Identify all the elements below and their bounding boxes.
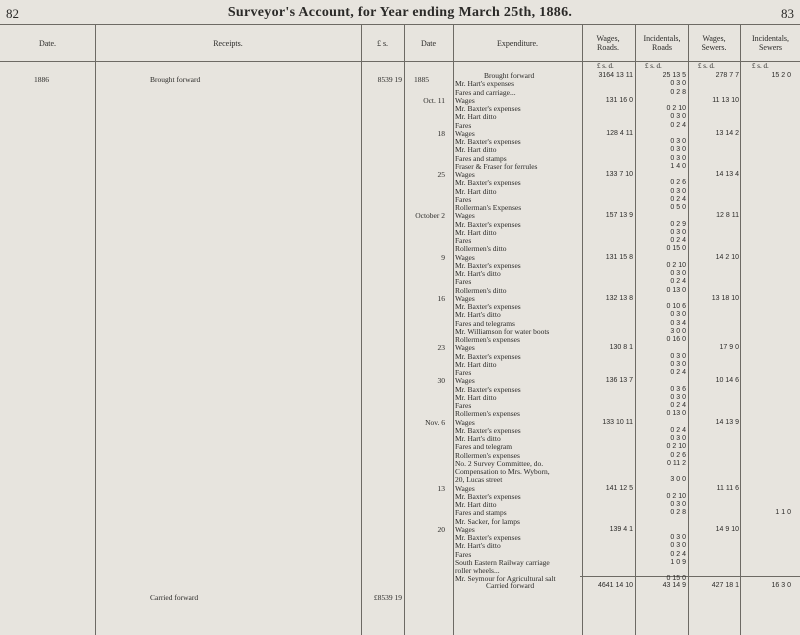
expenditure-description: Wages bbox=[455, 343, 475, 353]
wages-roads-value: 139 4 1 bbox=[609, 525, 633, 533]
incidentals-roads-value: 0 2 4 bbox=[670, 426, 686, 434]
page-number-left: 82 bbox=[6, 6, 19, 21]
wages-sewers-value: 11 11 6 bbox=[716, 484, 739, 492]
incidentals-roads-value: 3 0 0 bbox=[670, 327, 686, 335]
unit-label: £ s. d. bbox=[698, 62, 715, 70]
page-number-right: 83 bbox=[781, 6, 794, 21]
expenditure-description: Fares bbox=[455, 194, 472, 204]
expenditure-description: Mr. Baxter's expenses bbox=[455, 491, 521, 501]
col-header-wages-sewers: Wages, Sewers. bbox=[701, 34, 727, 52]
expenditure-description: Mr. Hart ditto bbox=[455, 392, 497, 402]
incidentals-roads-value: 0 2 10 bbox=[666, 261, 686, 269]
col-divider bbox=[582, 24, 583, 635]
expenditure-description: Mr. Hart ditto bbox=[455, 145, 497, 155]
wages-roads-value: 141 12 5 bbox=[605, 484, 633, 492]
expenditure-description: Brought forward bbox=[484, 71, 535, 80]
expenditure-description: Wages bbox=[455, 252, 475, 262]
col-divider bbox=[361, 24, 362, 635]
expenditure-description: Mr. Hart ditto bbox=[455, 227, 497, 237]
incidentals-roads-value: 0 3 4 bbox=[670, 319, 686, 327]
expenditure-description: Mr. Seymour for Agricultural salt bbox=[455, 574, 556, 584]
unit-label: £ s. d. bbox=[752, 62, 769, 70]
expenditure-description: Mr. Baxter's expenses bbox=[455, 219, 521, 229]
expenditure-description: Wages bbox=[455, 128, 475, 138]
expenditure-description: Fares bbox=[455, 401, 472, 410]
incidentals-roads-value: 0 15 0 bbox=[666, 575, 686, 583]
wages-roads-value: 133 7 10 bbox=[605, 171, 633, 178]
expenditure-description: Mr. Hart ditto bbox=[455, 186, 497, 196]
expenditure-description: Fares bbox=[455, 368, 472, 377]
incidentals-roads-value: 0 3 0 bbox=[670, 534, 686, 541]
receipt-year: 1886 bbox=[34, 75, 49, 84]
incidentals-roads-value: 0 2 9 bbox=[670, 220, 686, 228]
incidentals-roads-value: 0 11 2 bbox=[667, 459, 686, 467]
expenditure-description: Wages bbox=[455, 211, 475, 221]
receipt-brought-forward: Brought forward bbox=[150, 75, 201, 84]
col-header-wages-roads: Wages, Roads. bbox=[596, 34, 620, 52]
expenditure-description: Fraser & Fraser for ferrules bbox=[455, 161, 538, 171]
wages-roads-value: 157 13 9 bbox=[605, 212, 633, 220]
header-rule bbox=[0, 61, 800, 62]
expenditure-description: Rollermen's ditto bbox=[455, 285, 507, 295]
expenditure-description: Mr. Baxter's expenses bbox=[455, 302, 521, 311]
incidentals-roads-value: 0 2 10 bbox=[666, 492, 686, 500]
expenditure-description: Fares bbox=[455, 120, 472, 130]
receipt-carried-amount: £8539 19 bbox=[373, 593, 402, 602]
incidentals-roads-value: 0 2 6 bbox=[670, 179, 686, 187]
wages-roads-value: 131 16 0 bbox=[605, 96, 633, 104]
wages-sewers-value: 13 18 10 bbox=[711, 294, 739, 302]
expenditure-description: Rollermen's ditto bbox=[455, 244, 507, 254]
incidentals-roads-value: 0 2 8 bbox=[670, 509, 686, 517]
expenditure-description: Wages bbox=[455, 524, 475, 534]
expenditure-description: Wages bbox=[455, 417, 475, 427]
expenditure-description: Fares bbox=[455, 549, 472, 559]
expenditure-description: Wages bbox=[455, 293, 475, 303]
receipt-carried-forward: Carried forward bbox=[150, 593, 199, 602]
incidentals-roads-value: 0 3 0 bbox=[670, 228, 686, 236]
incidentals-roads-value: 0 2 4 bbox=[670, 195, 686, 203]
expenditure-description: Fares and stamps bbox=[455, 508, 507, 518]
col-header-date: Date. bbox=[38, 38, 57, 48]
wages-roads-value: 136 13 7 bbox=[605, 377, 633, 385]
expenditure-description: roller wheels... bbox=[455, 566, 500, 575]
expenditure-description: No. 2 Survey Committee, do. bbox=[455, 458, 544, 468]
expenditure-description: Mr. Baxter's expenses bbox=[455, 384, 521, 394]
incidentals-roads-value: 0 2 4 bbox=[670, 121, 686, 129]
expenditure-description: Fares and telegram bbox=[455, 442, 513, 452]
expenditure-description: Fares and carriage... bbox=[455, 87, 516, 97]
incidentals-sewers-value: 1 1 0 bbox=[775, 509, 791, 517]
wages-sewers-value: 14 9 10 bbox=[715, 525, 739, 533]
expenditure-description: Mr. Baxter's expenses bbox=[455, 178, 521, 188]
incidentals-roads-value: 0 3 0 bbox=[670, 393, 686, 401]
wages-roads-value: 132 13 8 bbox=[605, 294, 633, 302]
wages-sewers-value: 14 13 4 bbox=[715, 171, 739, 178]
unit-label: £ s. d. bbox=[645, 62, 662, 70]
wages-roads-value: 3164 13 11 bbox=[598, 72, 633, 79]
wages-roads-value: 130 8 1 bbox=[609, 344, 633, 352]
col-header-incidentals-roads: Incidentals, Roads bbox=[643, 34, 681, 52]
entry-date: 18 bbox=[437, 128, 445, 138]
expenditure-year: 1885 bbox=[414, 75, 429, 84]
expenditure-description: Mr. Hart's expenses bbox=[455, 79, 515, 89]
incidentals-roads-value: 25 13 5 bbox=[662, 72, 686, 79]
wages-sewers-value: 13 14 2 bbox=[715, 129, 739, 137]
incidentals-roads-value: 0 3 0 bbox=[670, 360, 686, 368]
incidentals-roads-value: 0 3 0 bbox=[670, 146, 686, 154]
expenditure-description: Mr. Hart's ditto bbox=[455, 541, 501, 551]
incidentals-roads-value: 0 2 4 bbox=[670, 278, 686, 286]
col-divider bbox=[740, 24, 741, 635]
col-header-expenditure: Expenditure. bbox=[496, 38, 539, 48]
incidentals-roads-value: 0 2 4 bbox=[670, 237, 686, 244]
wages-sewers-value: 10 14 6 bbox=[715, 377, 739, 385]
incidentals-roads-value: 0 3 0 bbox=[670, 501, 686, 508]
expenditure-description: Mr. Baxter's expenses bbox=[455, 137, 521, 146]
incidentals-roads-value: 0 3 0 bbox=[670, 542, 686, 550]
carried-forward-label: Carried forward bbox=[486, 581, 535, 590]
entry-date: 30 bbox=[437, 376, 445, 386]
entry-date: 25 bbox=[437, 170, 445, 179]
wages-sewers-value: 17 9 0 bbox=[719, 344, 739, 352]
expenditure-description: Mr. Hart ditto bbox=[455, 500, 497, 509]
expenditure-description: Fares and telegrams bbox=[455, 318, 515, 328]
expenditure-description: Mr. Baxter's expenses bbox=[455, 351, 521, 361]
col-divider bbox=[453, 24, 454, 635]
entry-date: October 2 bbox=[415, 211, 445, 221]
expenditure-description: Mr. Hart ditto bbox=[455, 112, 497, 122]
unit-label: £ s. d. bbox=[597, 62, 614, 70]
incidentals-roads-value: 0 3 0 bbox=[670, 270, 686, 277]
incidentals-roads-value: 0 3 0 bbox=[670, 435, 686, 442]
expenditure-description: Wages bbox=[455, 376, 475, 386]
incidentals-roads-value: 1 0 9 bbox=[670, 558, 686, 566]
entry-date: 16 bbox=[437, 293, 445, 303]
expenditure-description: Wages bbox=[455, 483, 475, 493]
entry-date: Oct. 11 bbox=[423, 95, 445, 105]
incidentals-roads-value: 0 2 10 bbox=[666, 443, 686, 451]
page-title: Surveyor's Account, for Year ending March 25th, 1886. bbox=[227, 5, 573, 20]
expenditure-description: Fares bbox=[455, 277, 472, 287]
total-wages-sewers: 427 18 1 bbox=[711, 582, 739, 589]
entry-date: 9 bbox=[441, 252, 445, 262]
col-header-date2: Date bbox=[420, 38, 437, 48]
col-header-incidentals-sewers: Incidentals, Sewers bbox=[751, 34, 790, 52]
wages-sewers-value: 278 7 7 bbox=[715, 72, 739, 79]
expenditure-description: Mr. Baxter's expenses bbox=[455, 260, 521, 270]
expenditure-description: Rollermen's expenses bbox=[455, 450, 520, 460]
expenditure-description: 20, Lucas street bbox=[455, 475, 503, 485]
incidentals-roads-value: 0 2 4 bbox=[670, 369, 686, 376]
incidentals-roads-value: 0 2 4 bbox=[670, 402, 686, 409]
total-wages-roads: 4641 14 10 bbox=[597, 582, 633, 589]
col-header-receipts: Receipts. bbox=[213, 38, 243, 48]
incidentals-roads-value: 0 10 6 bbox=[666, 303, 686, 310]
expenditure-description: Rollermen's expenses bbox=[455, 409, 520, 419]
entry-date: Nov. 6 bbox=[425, 417, 445, 427]
incidentals-roads-value: 0 3 0 bbox=[670, 352, 686, 360]
col-divider bbox=[95, 24, 96, 635]
incidentals-roads-value: 0 3 0 bbox=[670, 113, 686, 121]
receipt-brought-amount: 8539 19 bbox=[377, 75, 402, 84]
col-divider bbox=[404, 24, 405, 635]
incidentals-roads-value: 0 16 0 bbox=[666, 336, 686, 343]
col-divider bbox=[688, 24, 689, 635]
expenditure-description: Mr. Hart ditto bbox=[455, 359, 497, 369]
expenditure-description: Fares and stamps bbox=[455, 153, 507, 163]
incidentals-roads-value: 0 13 0 bbox=[666, 410, 686, 418]
incidentals-roads-value: 0 3 0 bbox=[670, 80, 686, 88]
incidentals-roads-value: 0 3 6 bbox=[670, 385, 686, 393]
incidentals-roads-value: 0 3 0 bbox=[670, 138, 686, 145]
incidentals-roads-value: 0 3 0 bbox=[670, 154, 686, 162]
entry-date: 20 bbox=[437, 524, 445, 534]
incidentals-roads-value: 0 3 0 bbox=[670, 187, 686, 195]
expenditure-description: Mr. Hart's ditto bbox=[455, 269, 501, 278]
wages-sewers-value: 12 8 11 bbox=[716, 212, 739, 220]
wages-sewers-value: 14 2 10 bbox=[715, 253, 739, 261]
expenditure-description: Wages bbox=[455, 95, 475, 105]
expenditure-description: Mr. Baxter's expenses bbox=[455, 425, 521, 435]
incidentals-roads-value: 0 5 0 bbox=[670, 204, 686, 211]
expenditure-description: Mr. Sacker, for lamps bbox=[455, 516, 520, 526]
expenditure-description: Wages bbox=[455, 170, 475, 179]
expenditure-description: Mr. Hart's ditto bbox=[455, 434, 501, 443]
entry-date: 23 bbox=[437, 343, 445, 353]
expenditure-description: Mr. Hart's ditto bbox=[455, 310, 501, 320]
incidentals-roads-value: 1 4 0 bbox=[670, 162, 686, 170]
wages-roads-value: 133 10 11 bbox=[602, 418, 633, 426]
entry-date: 13 bbox=[437, 483, 445, 493]
incidentals-roads-value: 0 2 10 bbox=[666, 105, 686, 112]
incidentals-roads-value: 0 2 6 bbox=[670, 451, 686, 459]
total-rule bbox=[580, 576, 800, 577]
expenditure-description: South Eastern Railway carriage bbox=[455, 557, 550, 567]
expenditure-description: Rollerman's Expenses bbox=[455, 203, 522, 212]
wages-roads-value: 128 4 11 bbox=[606, 129, 633, 137]
incidentals-roads-value: 0 15 0 bbox=[666, 245, 686, 253]
incidentals-roads-value: 0 2 8 bbox=[670, 88, 686, 96]
expenditure-description: Mr. Williamson for water boots bbox=[455, 326, 550, 336]
incidentals-roads-value: 0 2 4 bbox=[670, 550, 686, 558]
incidentals-sewers-value: 15 2 0 bbox=[771, 72, 791, 79]
expenditure-description: Mr. Baxter's expenses bbox=[455, 533, 521, 542]
total-incidentals-sewers: 16 3 0 bbox=[771, 582, 791, 589]
col-header-money: £ s. bbox=[376, 38, 389, 48]
incidentals-roads-value: 3 0 0 bbox=[670, 476, 686, 484]
incidentals-roads-value: 0 3 0 bbox=[670, 311, 686, 319]
incidentals-roads-value: 0 13 0 bbox=[666, 286, 686, 294]
wages-roads-value: 131 15 8 bbox=[605, 253, 633, 261]
wages-sewers-value: 14 13 9 bbox=[715, 418, 739, 426]
expenditure-description: Rollermen's expenses bbox=[455, 335, 520, 344]
expenditure-description: Compensation to Mrs. Wyborn, bbox=[455, 467, 550, 476]
expenditure-description: Mr. Baxter's expenses bbox=[455, 104, 521, 113]
expenditure-description: Fares bbox=[455, 236, 472, 245]
wages-sewers-value: 11 13 10 bbox=[712, 96, 739, 104]
total-incidentals-roads: 43 14 9 bbox=[662, 582, 686, 589]
